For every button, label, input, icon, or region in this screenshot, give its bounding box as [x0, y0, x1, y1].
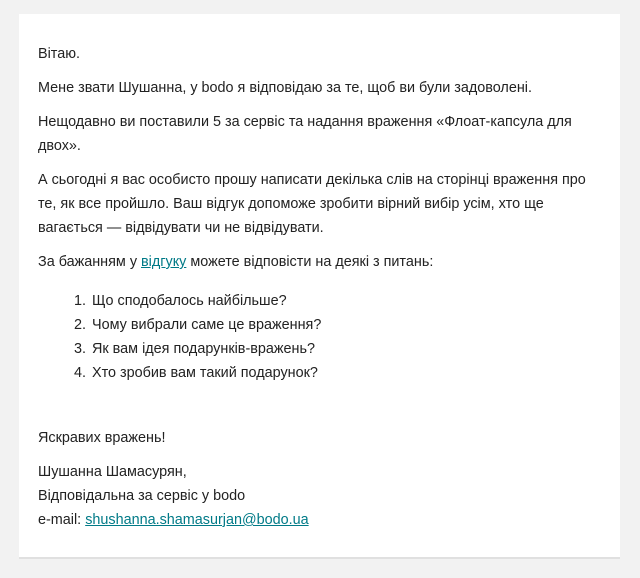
- signature-role: Відповідальна за сервіс у bodo: [38, 488, 246, 504]
- list-item-text: Хто зробив вам такий подарунок?: [92, 365, 318, 381]
- wish-text: Яскравих вражень!: [38, 430, 166, 446]
- invite-text-after: можете відповісти на деякі з питань:: [186, 254, 434, 270]
- review-link[interactable]: відгуку: [141, 254, 187, 270]
- request-text: А сьогодні я вас особисто прошу написати декілька слів на сторінці враження про те, як все пройшло. Ваш відгук допоможе зробити вірний вибір усім, хто ще вагається — відвідувати чи не відвідувати.: [38, 172, 586, 236]
- list-item-text: Що сподобалось найбільше?: [92, 293, 287, 309]
- list-item-text: Як вам ідея подарунків-вражень?: [92, 341, 315, 357]
- list-item-text: Чому вибрали саме це враження?: [92, 317, 322, 333]
- list-item-number: 4.: [74, 365, 87, 381]
- list-item: [38, 337, 598, 361]
- email-card: [19, 14, 620, 559]
- list-item: [38, 289, 598, 313]
- signature: [38, 460, 598, 532]
- list-item-number: 2.: [74, 317, 87, 333]
- signature-email-line: [38, 508, 598, 532]
- greeting-text: Вітаю.: [38, 46, 81, 62]
- list-item-number: 3.: [74, 341, 87, 357]
- list-item: [38, 361, 598, 385]
- invite-text: [38, 250, 598, 274]
- list-item-number: 1.: [74, 293, 87, 309]
- questions-list: [38, 289, 598, 385]
- list-item: [38, 313, 598, 337]
- intro-text: Мене звати Шушанна, у bodo я відповідаю за те, щоб ви були задоволені.: [38, 80, 532, 96]
- signature-email-link[interactable]: shushanna.shamasurjan@bodo.ua: [85, 512, 309, 528]
- rating-text: Нещодавно ви поставили 5 за сервіс та надання враження «Флоат-капсула для двох».: [38, 114, 572, 154]
- signature-name: Шушанна Шамасурян,: [38, 464, 187, 480]
- invite-text-before: За бажанням у: [38, 254, 142, 270]
- signature-email-label: e-mail:: [38, 512, 86, 528]
